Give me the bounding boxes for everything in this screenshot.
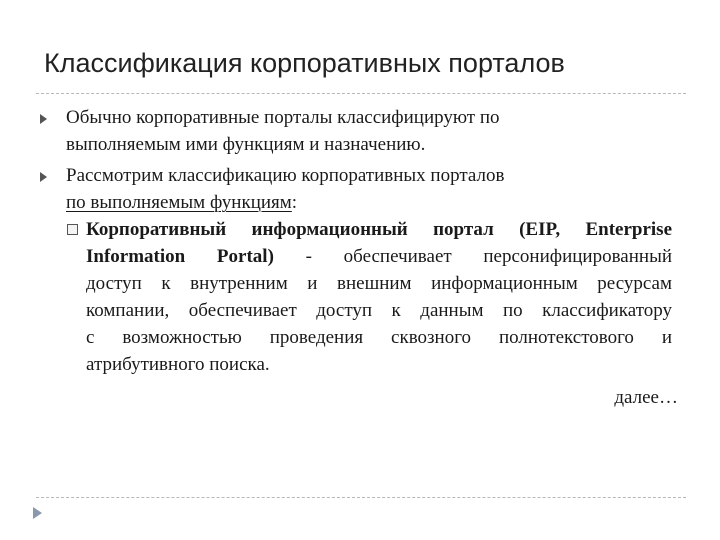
sub-bold-2: Information Portal) — [86, 246, 274, 267]
sub-item-eip — [86, 216, 672, 378]
sub-line-5: с возможностью проведения сквозного полнотекстового и — [86, 327, 672, 348]
bullet-1-line-2: выполняемым ими функциям и назначению. — [66, 134, 426, 155]
bullet-2-underlined-phrase: по выполняемым функциям — [66, 192, 292, 213]
slide-title: Классификация корпоративных порталов — [44, 48, 565, 78]
bullet-2-colon: : — [291, 192, 298, 213]
further-link[interactable]: далее… — [614, 387, 678, 408]
bullet-text-2 — [66, 162, 606, 216]
checkbox-square-icon — [67, 224, 78, 235]
bullet-2-line-1: Рассмотрим классификацию корпоративных порталов — [66, 165, 505, 186]
sub-line-2-rest: - обеспечивает персонифицированный — [273, 246, 672, 267]
sub-line-3: доступ к внутренним и внешним информационным ресурсам — [86, 273, 672, 294]
next-slide-arrow-icon[interactable] — [33, 507, 42, 519]
sub-line-4: компании, обеспечивает доступ к данным по классификатору — [86, 300, 672, 321]
sub-line-2 — [86, 243, 672, 270]
triangle-bullet-icon — [40, 114, 47, 124]
title-divider — [36, 93, 686, 94]
bullet-text-1 — [66, 104, 606, 158]
sub-line-6: атрибутивного поиска. — [86, 354, 270, 375]
footer-divider — [36, 497, 686, 498]
bullet-1-line-1: Обычно корпоративные порталы классифицируют по — [66, 107, 500, 128]
sub-line-1 — [86, 216, 672, 243]
triangle-bullet-icon — [40, 172, 47, 182]
sub-bold-1: Корпоративный информационный портал (EIP, Enterprise — [86, 219, 672, 240]
